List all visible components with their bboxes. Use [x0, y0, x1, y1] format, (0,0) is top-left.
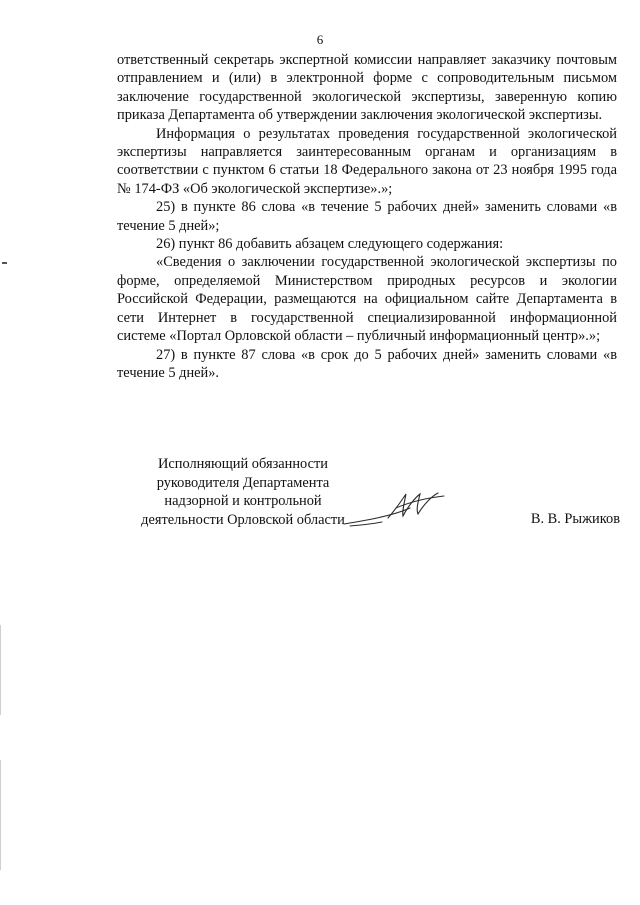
- paragraph-item-27: 27) в пункте 87 слова «в срок до 5 рабочих дней» заменить словами «в течение 5 дней».: [117, 346, 617, 381]
- paragraph-quoted-addition: «Сведения о заключении государственной экологической экспертизы по форме, определяемой Министерством природных ресурсов и экологии Российской Федерации, размещаются на официальном сайте Департамента в сети Интернет в государственной специализированной информационной системе «Портал Орловской области – публичный информационный центр».»;: [117, 254, 617, 345]
- handwritten-signature: [340, 488, 450, 533]
- scan-edge-line: [0, 760, 1, 870]
- position-line: надзорной и контрольной: [164, 493, 322, 509]
- position-line: Исполняющий обязанности: [157, 456, 328, 472]
- signatory-position: [118, 455, 368, 529]
- document-body: [117, 51, 617, 382]
- signatory-name: В. В. Рыжиков: [530, 511, 620, 527]
- paragraph-information: Информация о результатах проведения государственной экологической экспертизы направляется заинтересованным органам и организациям в соответствии с пунктом 6 статьи 18 Федерального закона от 23 ноября 1995 года № 174-ФЗ «Об экологической экспертизе».»;: [117, 125, 617, 197]
- paragraph-continuation: ответственный секретарь экспертной комиссии направляет заказчику почтовым отправлением и (или) в электронной форме с сопроводительным письмом заключение государственной экологической экспертизы, заверенную копию приказа Департамента об утверждении заключения экологической экспертизы.: [117, 52, 617, 124]
- position-line: деятельности Орловской области: [141, 511, 345, 528]
- paragraph-item-25: 25) в пункте 86 слова «в течение 5 рабочих дней» заменить словами «в течение 5 дней»;: [117, 199, 617, 234]
- scan-artifact: [2, 262, 7, 264]
- page-number: 6: [316, 32, 324, 47]
- scan-edge-line: [0, 625, 1, 715]
- position-line: руководителя Департамента: [156, 474, 330, 491]
- paragraph-item-26: 26) пункт 86 добавить абзацем следующего содержания:: [156, 236, 504, 253]
